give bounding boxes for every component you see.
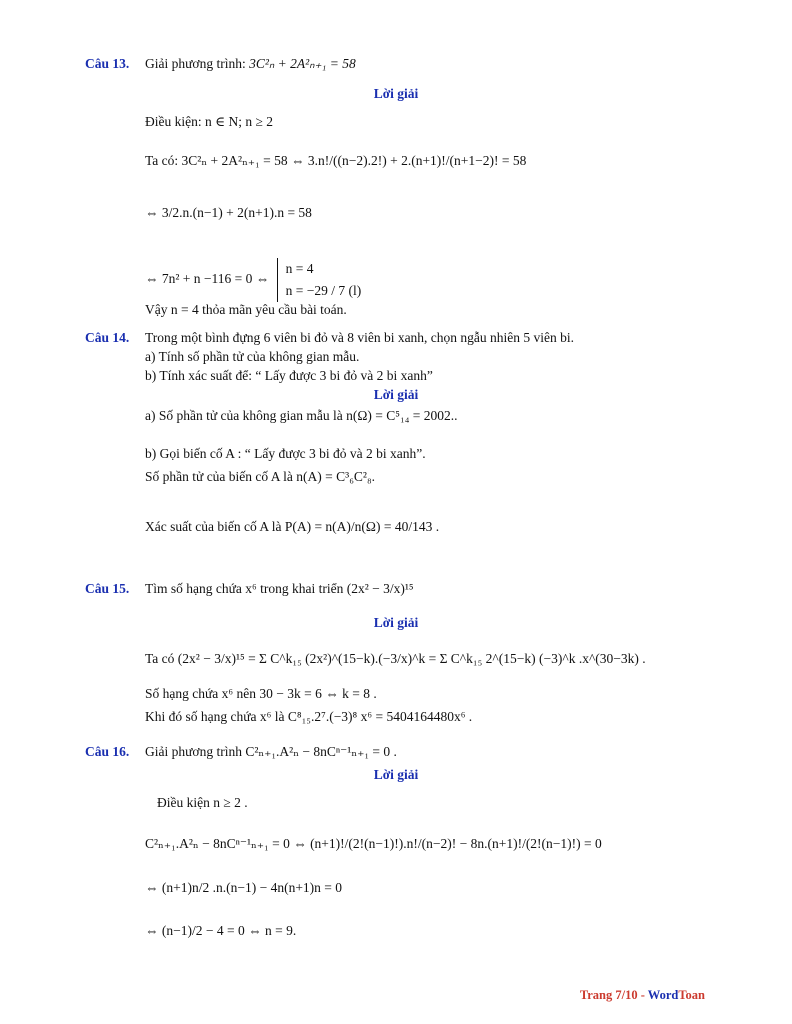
q15-prompt: Tìm số hạng chứa x⁶ trong khai triển (2x² − 3/x)¹⁵ xyxy=(145,581,414,596)
q14-ans-b3: Xác suất của biến cố A là P(A) = n(A)/n(Ω) = 40/143 . xyxy=(145,519,440,534)
q13-step3 xyxy=(145,258,361,302)
q13-label: Câu 13. xyxy=(85,56,130,71)
q15-step1: Ta có (2x² − 3/x)¹⁵ = Σ C^k₁₅ (2x²)^(15−k).(−3/x)^k = Σ C^k₁₅ 2^(15−k) (−3)^k .x^(30−3k) . xyxy=(145,651,646,666)
q13-conclusion: Vậy n = 4 thỏa mãn yêu cầu bài toán. xyxy=(145,302,347,317)
q14-part-b: b) Tính xác suất để: “ Lấy được 3 bi đỏ và 2 bi xanh” xyxy=(145,368,433,383)
q13-root2: n = −29 / 7 (l) xyxy=(285,283,362,298)
q15-step3: Khi đó số hạng chứa x⁶ là C⁸₁₅.2⁷.(−3)⁸ x⁶ = 5404164480x⁶ . xyxy=(145,709,473,724)
q16-step1: C²ₙ₊₁.A²ₙ − 8nCⁿ⁻¹ₙ₊₁ = 0 ⇔ (n+1)!/(2!(n−1)!).n!/(n−2)! − 8n.(n+1)!/(2!(n−1)!) = 0 xyxy=(145,836,602,851)
q13-solution-title: Lời giải xyxy=(373,86,419,101)
q13-root1: n = 4 xyxy=(285,261,314,276)
q14-prompt: Trong một bình đựng 6 viên bi đỏ và 8 viên bi xanh, chọn ngẫu nhiên 5 viên bi. xyxy=(145,330,575,345)
q14-ans-b1: b) Gọi biến cố A : “ Lấy được 3 bi đỏ và 2 bi xanh”. xyxy=(145,446,426,461)
page-footer xyxy=(580,988,705,1003)
q15-step2: Số hạng chứa x⁶ nên 30 − 3k = 6 ⇔ k = 8 . xyxy=(145,686,377,701)
q13-step3-lhs: ⇔ 7n² + n −116 = 0 ⇔ xyxy=(145,271,270,287)
q14-ans-a: a) Số phần tử của không gian mẫu là n(Ω) = C⁵₁₄ = 2002.. xyxy=(145,408,458,423)
q16-step3: ⇔ (n−1)/2 − 4 = 0 ⇔ n = 9. xyxy=(145,923,297,938)
footer-brand-word: Word xyxy=(647,988,679,1002)
q14-ans-b2: Số phần tử của biến cố A là n(A) = C³₆C²₈. xyxy=(145,469,376,484)
q14-part-a: a) Tính số phần tử của không gian mẫu. xyxy=(145,349,360,364)
q13-step2: ⇔ 3/2.n.(n−1) + 2(n+1).n = 58 xyxy=(145,205,312,220)
q14-solution-title: Lời giải xyxy=(373,387,419,402)
q13-system xyxy=(277,258,362,302)
q15-label: Câu 15. xyxy=(85,581,130,596)
q13-step1: Ta có: 3C²ₙ + 2A²ₙ₊₁ = 58 ⇔ 3.n!/((n−2).2!) + 2.(n+1)!/(n+1−2)! = 58 xyxy=(145,153,527,168)
q16-prompt: Giải phương trình C²ₙ₊₁.A²ₙ − 8nCⁿ⁻¹ₙ₊₁ = 0 . xyxy=(145,744,397,759)
q16-label: Câu 16. xyxy=(85,744,130,759)
q16-solution-title: Lời giải xyxy=(373,767,419,782)
q13-prompt xyxy=(145,56,356,72)
q13-prompt-text: Giải phương trình: xyxy=(145,56,246,71)
q15-solution-title: Lời giải xyxy=(373,615,419,630)
q16-condition: Điều kiện n ≥ 2 . xyxy=(157,795,248,810)
q14-label: Câu 14. xyxy=(85,330,130,345)
q16-step2: ⇔ (n+1)n/2 .n.(n−1) − 4n(n+1)n = 0 xyxy=(145,880,343,895)
q13-condition: Điều kiện: n ∈ N; n ≥ 2 xyxy=(145,114,274,129)
q13-equation: 3C²ₙ + 2A²ₙ₊₁ = 58 xyxy=(249,56,356,71)
footer-brand-toan: Toan xyxy=(678,988,705,1002)
footer-page: Trang 7/10 - xyxy=(579,988,648,1002)
